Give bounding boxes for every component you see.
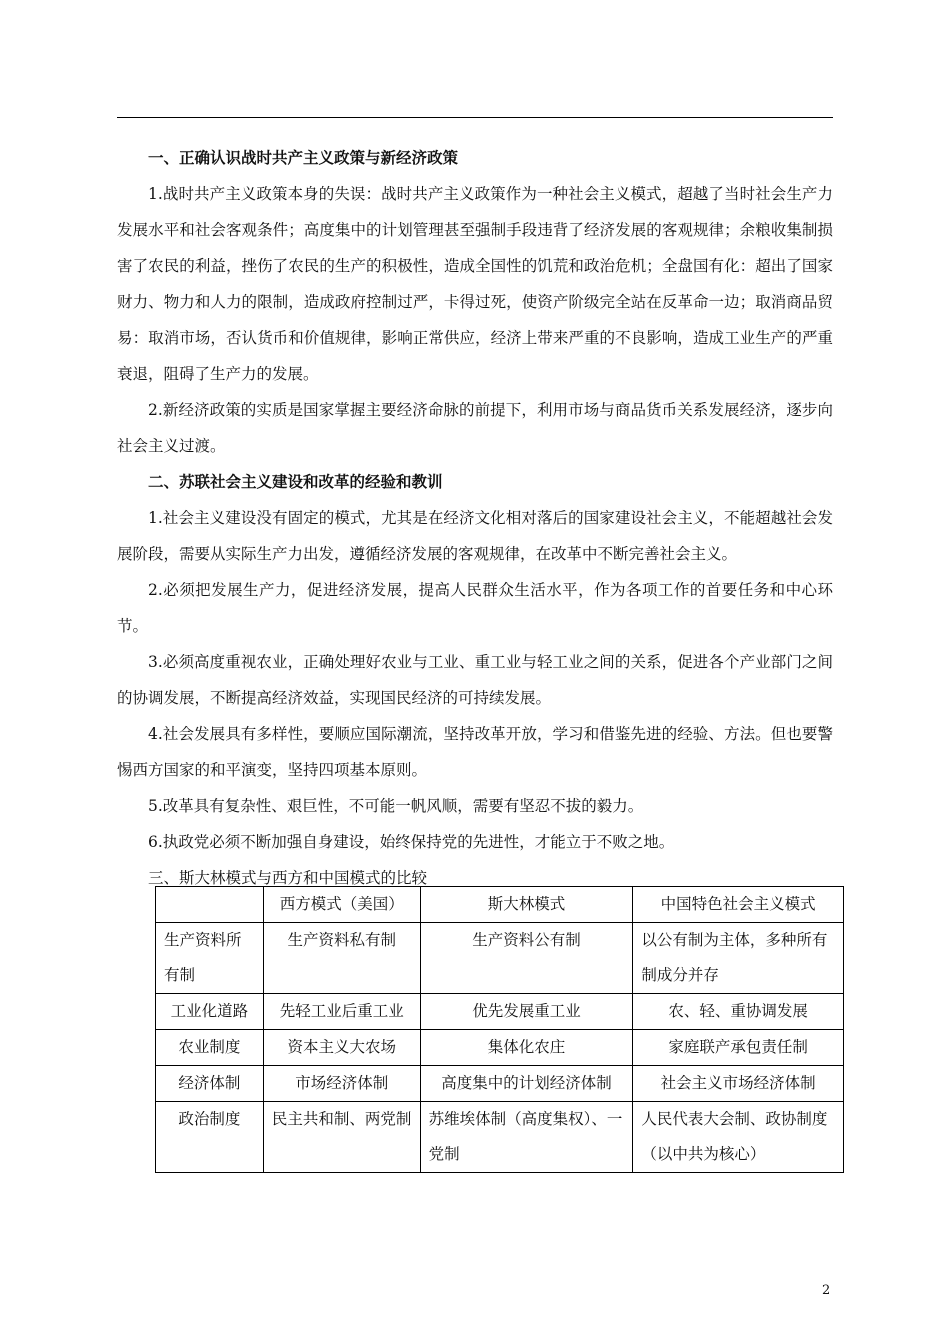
table-row	[156, 1102, 844, 1173]
table-cell: 工业化道路	[156, 994, 264, 1030]
table-cell: 集体化农庄	[420, 1030, 633, 1066]
section1-paragraph: 2.新经济政策的实质是国家掌握主要经济命脉的前提下，利用市场与商品货币关系发展经济，逐步向社会主义过渡。	[117, 401, 833, 455]
table-cell: 苏维埃体制（高度集权）、一党制	[420, 1102, 633, 1173]
section2-paragraph: 1.社会主义建设没有固定的模式，尤其是在经济文化相对落后的国家建设社会主义，不能超越社会发展阶段，需要从实际生产力出发，遵循经济发展的客观规律，在改革中不断完善社会主义。	[117, 509, 833, 563]
table-cell: 家庭联产承包责任制	[633, 1030, 844, 1066]
table-header-cell: 中国特色社会主义模式	[633, 887, 844, 923]
section3-heading: 三、斯大林模式与西方和中国模式的比较	[148, 869, 428, 887]
table-cell: 优先发展重工业	[420, 994, 633, 1030]
section1-paragraph: 1.战时共产主义政策本身的失误：战时共产主义政策作为一种社会主义模式，超越了当时社会生产力发展水平和社会客观条件；高度集中的计划管理甚至强制手段违背了经济发展的客观规律；余粮收集制损害了农民的利益，挫伤了农民的生产的积极性，造成全国性的饥荒和政治危机；全盘国有化：超出了国家财力、物力和人力的限制，造成政府控制过严，卡得过死，使资产阶级完全站在反革命一边；取消商品贸易：取消市场，否认货币和价值规律，影响正常供应，经济上带来严重的不良影响，造成工业生产的严重衰退，阻碍了生产力的发展。	[117, 185, 833, 383]
table-cell: 经济体制	[156, 1066, 264, 1102]
table-header-row	[156, 887, 844, 923]
section2-paragraph: 4.社会发展具有多样性，要顺应国际潮流，坚持改革开放，学习和借鉴先进的经验、方法。但也要警惕西方国家的和平演变，坚持四项基本原则。	[117, 725, 833, 779]
table-row	[156, 1066, 844, 1102]
table-cell: 生产资料私有制	[263, 923, 420, 994]
table-cell: 先轻工业后重工业	[263, 994, 420, 1030]
table-cell: 市场经济体制	[263, 1066, 420, 1102]
section2-paragraph: 2.必须把发展生产力，促进经济发展，提高人民群众生活水平，作为各项工作的首要任务和中心环节。	[117, 581, 833, 635]
table-cell: 人民代表大会制、政协制度（以中共为核心）	[633, 1102, 844, 1173]
table-cell: 以公有制为主体，多种所有制成分并存	[633, 923, 844, 994]
section2-paragraph: 5.改革具有复杂性、艰巨性，不可能一帆风顺，需要有坚忍不拔的毅力。	[148, 797, 644, 815]
table-header-cell	[156, 887, 264, 923]
table-cell: 高度集中的计划经济体制	[420, 1066, 633, 1102]
page-number: 2	[822, 1283, 831, 1298]
table-cell: 农、轻、重协调发展	[633, 994, 844, 1030]
table-cell: 政治制度	[156, 1102, 264, 1173]
section2-paragraph: 3.必须高度重视农业，正确处理好农业与工业、重工业与轻工业之间的关系，促进各个产业部门之间的协调发展，不断提高经济效益，实现国民经济的可持续发展。	[117, 653, 833, 707]
section2-paragraph: 6.执政党必须不断加强自身建设，始终保持党的先进性，才能立于不败之地。	[148, 833, 675, 851]
table-cell: 农业制度	[156, 1030, 264, 1066]
table-header-cell: 斯大林模式	[420, 887, 633, 923]
section1-heading: 一、正确认识战时共产主义政策与新经济政策	[148, 149, 459, 167]
header-rule	[117, 117, 833, 118]
section2-heading: 二、苏联社会主义建设和改革的经验和教训	[148, 473, 443, 491]
table-header-cell: 西方模式（美国）	[263, 887, 420, 923]
table-cell: 生产资料所有制	[156, 923, 264, 994]
table-cell: 生产资料公有制	[420, 923, 633, 994]
table-row	[156, 923, 844, 994]
comparison-table	[155, 886, 844, 1173]
table-cell: 资本主义大农场	[263, 1030, 420, 1066]
table-cell: 社会主义市场经济体制	[633, 1066, 844, 1102]
table-row	[156, 994, 844, 1030]
document-body	[117, 140, 833, 896]
table-row	[156, 1030, 844, 1066]
table-cell: 民主共和制、两党制	[263, 1102, 420, 1173]
